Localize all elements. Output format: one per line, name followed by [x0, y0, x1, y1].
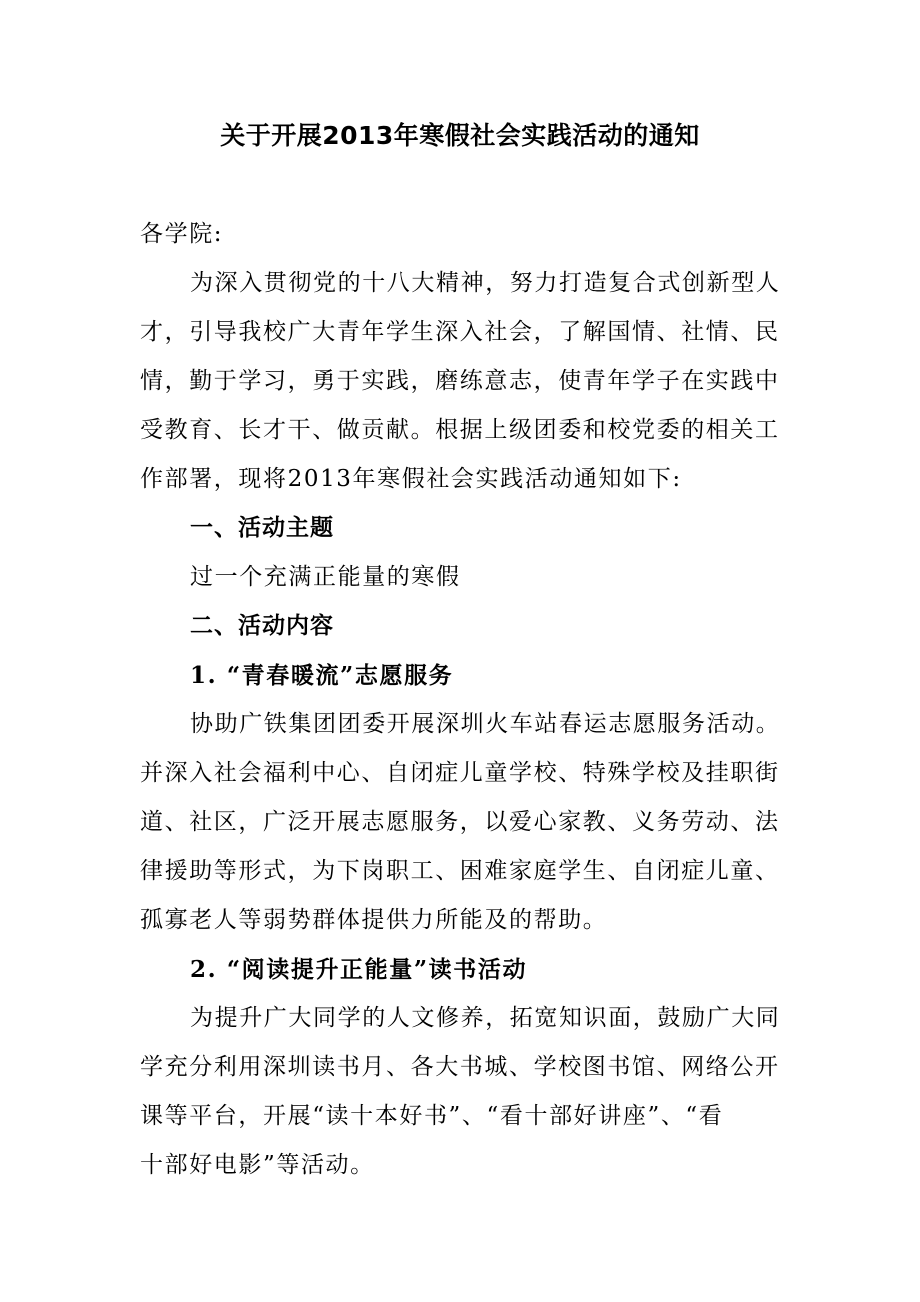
section-heading-content: 二、活动内容 [190, 613, 334, 639]
intro-line: 情，勤于学习，勇于实践，磨练意志，使青年学子在实践中 [140, 368, 780, 394]
item-heading-reading: 2. “阅读提升正能量”读书活动 [190, 956, 528, 983]
intro-line: 受教育、长才干、做贡献。根据上级团委和校党委的相关工 [140, 417, 780, 443]
item-line: 课等平台，开展“读十本好书”、“看十部好讲座”、“看 [140, 1103, 724, 1129]
item-line: 孤寡老人等弱势群体提供力所能及的帮助。 [140, 907, 608, 933]
item-heading-volunteer: 1. “青春暖流”志愿服务 [190, 662, 454, 689]
item-line: 并深入社会福利中心、自闭症儿童学校、特殊学校及挂职街 [140, 760, 780, 786]
document-title: 关于开展2013年寒假社会实践活动的通知 [220, 121, 700, 150]
item-line: 协助广铁集团团委开展深圳火车站春运志愿服务活动。 [190, 711, 781, 737]
item-line: 为提升广大同学的人文修养，拓宽知识面，鼓励广大同 [190, 1005, 781, 1031]
item-line: 十部好电影”等活动。 [140, 1152, 375, 1178]
intro-line: 才，引导我校广大青年学生深入社会，了解国情、社情、民 [140, 319, 780, 345]
item-line: 道、社区，广泛开展志愿服务，以爱心家教、义务劳动、法 [140, 809, 780, 835]
section-heading-theme: 一、活动主题 [190, 515, 334, 541]
item-line: 律援助等形式，为下岗职工、困难家庭学生、自闭症儿童、 [140, 858, 780, 884]
salutation: 各学院: [140, 221, 224, 247]
intro-line: 为深入贯彻党的十八大精神，努力打造复合式创新型人 [190, 270, 781, 296]
document-body [140, 210, 790, 1190]
intro-line: 作部署，现将2013年寒假社会实践活动通知如下: [140, 466, 682, 492]
section-theme-text: 过一个充满正能量的寒假 [190, 564, 461, 590]
item-line: 学充分利用深圳读书月、各大书城、学校图书馆、网络公开 [140, 1054, 780, 1080]
